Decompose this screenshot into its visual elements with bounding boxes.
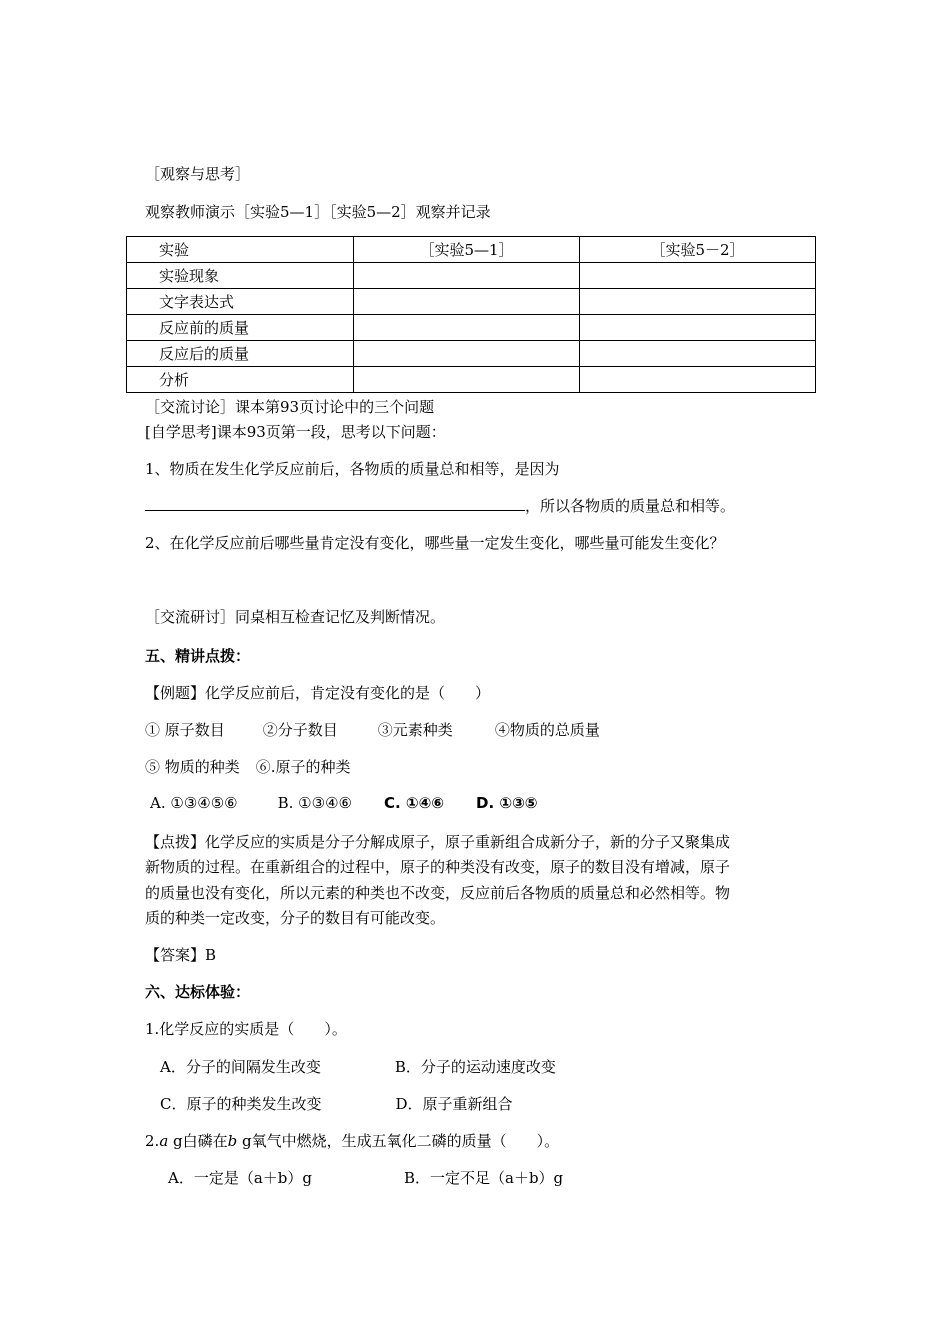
- table-cell[interactable]: [580, 367, 816, 393]
- var-a: a: [159, 1132, 169, 1150]
- question-1-blank-line: [145, 494, 735, 516]
- table-row: [127, 263, 816, 289]
- problem-2-text: g白磷在: [168, 1132, 228, 1150]
- row-label: 实验现象: [127, 263, 354, 289]
- problem-1-options-row-1: [160, 1056, 556, 1077]
- table-row: [127, 315, 816, 341]
- option-item: ⑥.原子的种类: [255, 758, 351, 776]
- option-b: B．分子的运动速度改变: [394, 1058, 556, 1076]
- problem-1: 1.化学反应的实质是（ ）。: [145, 1020, 347, 1038]
- section-observe: ［观察与思考］: [145, 165, 251, 183]
- problem-2-options: [168, 1167, 563, 1188]
- hint-line: 的质量也没有变化，所以元素的种类也不改变，反应前后各物质的质量总和必然相等。物: [145, 884, 731, 902]
- problem-2-number: 2.: [145, 1132, 160, 1150]
- table-cell[interactable]: [580, 263, 816, 289]
- research-text: ［交流研讨］同桌相互检查记忆及判断情况。: [145, 608, 446, 626]
- table-cell[interactable]: [354, 289, 580, 315]
- option-b: B．一定不足（a＋b）g: [403, 1169, 564, 1187]
- problem-2-text: g氧气中燃烧，生成五氧化二磷的质量（ ）。: [237, 1132, 560, 1150]
- choice-b: B. ①③④⑥: [277, 794, 352, 812]
- option-a: A．一定是（a＋b）g: [168, 1169, 312, 1187]
- option-c: C．原子的种类发生改变: [160, 1095, 322, 1113]
- hint-line: 新物质的过程。在重新组合的过程中，原子的种类没有改变，原子的数目没有增减，原子: [145, 858, 731, 876]
- record-table: [126, 236, 816, 393]
- var-b: b: [227, 1132, 238, 1150]
- selfstudy-text: [自学思考]课本93页第一段，思考以下问题：: [145, 423, 446, 441]
- row-label: 分析: [127, 367, 354, 393]
- option-item: ③元素种类: [377, 721, 453, 739]
- table-cell[interactable]: [354, 367, 580, 393]
- heading-6: 六、达标体验：: [145, 983, 251, 1001]
- table-cell[interactable]: [354, 341, 580, 367]
- heading-5: 五、精讲点拨：: [145, 647, 251, 665]
- option-item: ④物质的总质量: [494, 721, 600, 739]
- row-label: 文字表达式: [127, 289, 354, 315]
- table-header: ［实验5—1］: [354, 237, 580, 263]
- option-a: A．分子的间隔发生改变: [160, 1058, 321, 1076]
- answer: 【答案】B: [145, 946, 217, 964]
- table-cell[interactable]: [354, 263, 580, 289]
- answer-blank[interactable]: [145, 494, 525, 511]
- example-choices: [150, 794, 537, 812]
- choice-d: D. ①③⑤: [476, 794, 538, 812]
- table-cell[interactable]: [580, 315, 816, 341]
- question-2: 2、在化学反应前后哪些量肯定没有变化，哪些量一定发生变化，哪些量可能发生变化？: [145, 534, 725, 552]
- question-1-tail: ，所以各物质的质量总和相等。: [525, 497, 736, 515]
- choice-c: C. ①④⑥: [383, 794, 444, 812]
- problem-2: [145, 1130, 559, 1151]
- row-label: 反应前的质量: [127, 315, 354, 341]
- example-options-row-2: [145, 756, 351, 777]
- table-row: [127, 341, 816, 367]
- choice-a: A. ①③④⑤⑥: [150, 794, 238, 812]
- table-header: 实验: [127, 237, 354, 263]
- discuss-text: ［交流讨论］课本第93页讨论中的三个问题: [145, 398, 435, 416]
- table-row: [127, 289, 816, 315]
- table-cell[interactable]: [580, 289, 816, 315]
- problem-1-options-row-2: [160, 1093, 513, 1114]
- example-options-row-1: [145, 719, 600, 740]
- hint-line: 质的种类一定改变，分子的数目有可能改变。: [145, 909, 446, 927]
- table-cell[interactable]: [580, 341, 816, 367]
- observe-instruction: 观察教师演示［实验5—1］［实验5—2］观察并记录: [145, 203, 491, 221]
- table-header-row: [127, 237, 816, 263]
- row-label: 反应后的质量: [127, 341, 354, 367]
- option-item: ⑤ 物质的种类: [145, 758, 240, 776]
- option-item: ① 原子数目: [145, 721, 225, 739]
- option-item: ②分子数目: [262, 721, 338, 739]
- hint-line: 【点拨】化学反应的实质是分子分解成原子，原子重新组合成新分子，新的分子又聚集成: [145, 833, 731, 851]
- table-cell[interactable]: [354, 315, 580, 341]
- option-d: D．原子重新组合: [395, 1095, 513, 1113]
- table-header: ［实验5－2］: [580, 237, 816, 263]
- question-1: 1、物质在发生化学反应前后，各物质的质量总和相等，是因为: [145, 460, 560, 478]
- table-row: [127, 367, 816, 393]
- example-question: 【例题】化学反应前后，肯定没有变化的是（ ）: [145, 684, 491, 702]
